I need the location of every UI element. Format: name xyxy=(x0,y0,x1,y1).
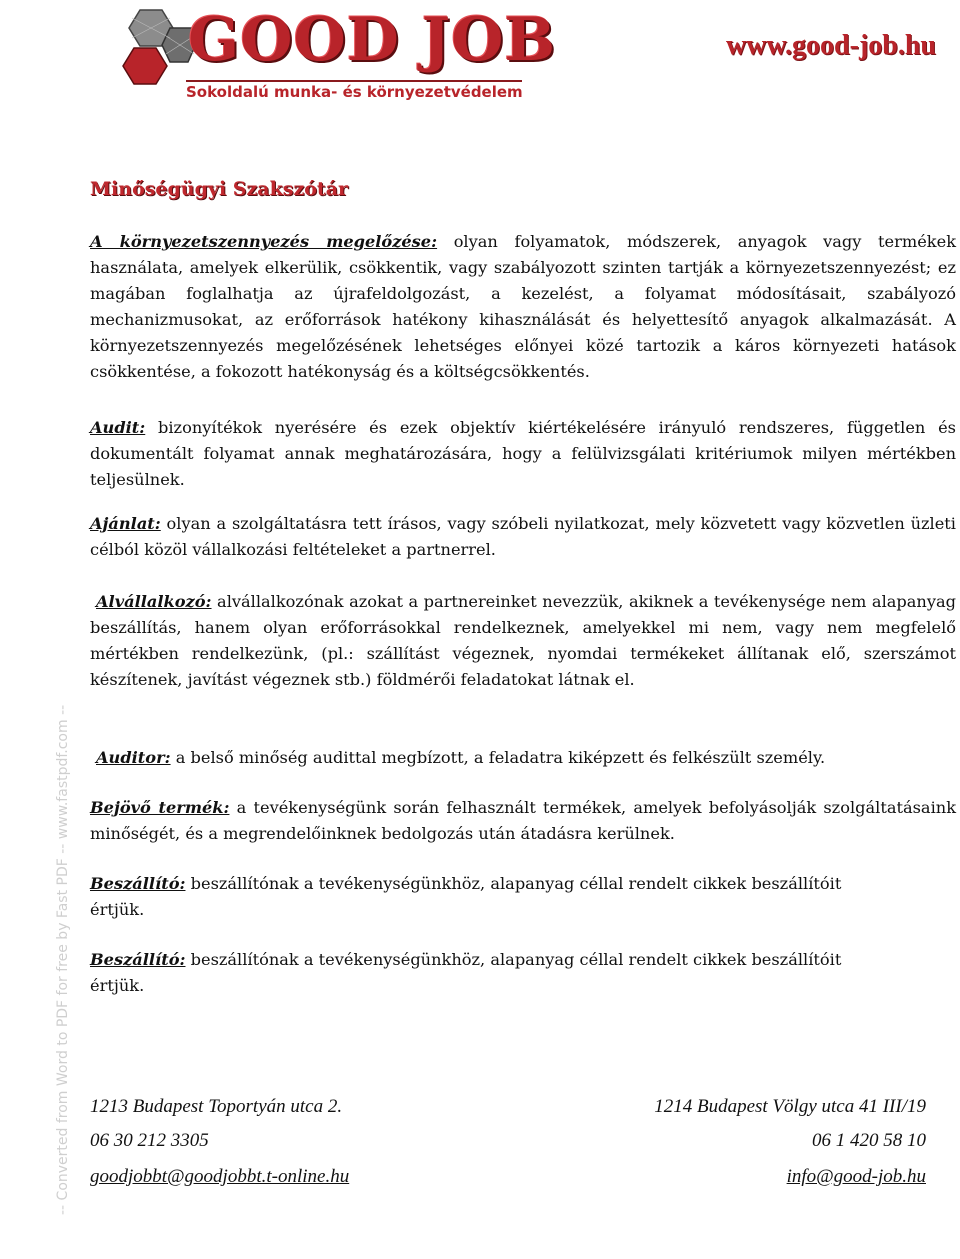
glossary-entry xyxy=(90,229,956,385)
glossary-term: Beszállító: xyxy=(90,874,186,893)
glossary-term: Ajánlat: xyxy=(90,514,161,533)
glossary-term: Auditor: xyxy=(96,748,171,767)
glossary-definition: beszállítónak a tevékenységünkhöz, alapanyag céllal rendelt cikkek beszállítóit értjük. xyxy=(90,874,842,919)
side-watermark: -- Converted from Word to PDF for free by Fast PDF -- www.fastpdf.com -- xyxy=(55,704,71,1215)
glossary-entry xyxy=(90,589,956,693)
glossary-entry xyxy=(90,947,880,999)
glossary-entry xyxy=(90,745,956,771)
glossary-entry xyxy=(90,511,956,563)
glossary-definition: olyan a szolgáltatásra tett írásos, vagy szóbeli nyilatkozat, mely közvetett vagy közvetlen üzleti célból közöl vállalkozási feltételeket a partnerrel. xyxy=(90,514,956,559)
glossary-definition: alvállalkozónak azokat a partnereinket nevezzük, akiknek a tevékenysége nem alapanyag beszállítás, hanem olyan erőforrásokkal rendelkeznek, amelyekkel mi nem, vagy nem megfelelő mértékben rendelkezünk, (pl.: szállítást végeznek, nyomdai termékeket állítanak elő, szerszámot készítenek, javítást végeznek stb.) földmérői feladatokat látnak el. xyxy=(90,592,956,689)
logo-subtitle: Sokoldalú munka- és környezetvédelem xyxy=(186,80,522,104)
glossary-definition: a tevékenységünk során felhasznált termékek, amelyek befolyásolják szolgáltatásaink minőségét, és a megrendelőinknek bedolgozás után átadásra kerülnek. xyxy=(90,798,956,843)
glossary-term: Beszállító: xyxy=(90,950,186,969)
footer-phone-right: 06 1 420 58 10 xyxy=(812,1130,926,1151)
glossary-definition: a belső minőség audittal megbízott, a feladatra kiképzett és felkészült személy. xyxy=(170,748,826,767)
glossary-term: Bejövő termék: xyxy=(90,798,230,817)
company-logo xyxy=(118,5,557,102)
glossary-entry xyxy=(90,795,956,847)
footer-address-right: 1214 Budapest Völgy utca 41 III/19 xyxy=(654,1096,926,1117)
website-link[interactable]: www.good-job.hu xyxy=(725,30,936,61)
hexagon-emblem-icon xyxy=(118,8,196,88)
glossary-entry xyxy=(90,415,956,493)
glossary-definition: bizonyítékok nyerésére és ezek objektív kiértékelésére irányuló rendszeres, független és dokumentált folyamat annak meghatározására, hogy a felülvizsgálati kritériumok milyen mértékben teljesülnek. xyxy=(90,418,956,489)
footer-phone-left: 06 30 212 3305 xyxy=(90,1130,209,1151)
glossary-entry xyxy=(90,871,880,923)
glossary-definition: beszállítónak a tevékenységünkhöz, alapanyag céllal rendelt cikkek beszállítóit értjük. xyxy=(90,950,842,995)
logo-title: GOOD JOB xyxy=(188,5,557,75)
footer-address-left: 1213 Budapest Toportyán utca 2. xyxy=(90,1096,343,1117)
footer-email-left-link[interactable]: goodjobbt@goodjobbt.t-online.hu xyxy=(90,1166,350,1187)
page-title: Minőségügyi Szakszótár xyxy=(90,178,349,200)
footer-email-right-link[interactable]: info@good-job.hu xyxy=(786,1166,926,1187)
glossary-term: Audit: xyxy=(90,418,146,437)
glossary-definition: olyan folyamatok, módszerek, anyagok vagy termékek használata, amelyek elkerülik, csökkentik, vagy szabályozott szinten tartják a környezetszennyezést; ez magában foglalhatja az újrafeldolgozást, a kezelést, a folyamat módosításait, szabályozó mechanizmusokat, az erőforrások hatékony kihasználását és helyettesítő anyagok alkalmazását. A környezetszennyezés megelőzésének lehetséges előnyei közé tartozik a káros környezeti hatások csökkentése, a fokozott hatékonyság és a költségcsökkentés. xyxy=(90,232,956,381)
glossary-term: A környezetszennyezés megelőzése: xyxy=(90,232,438,251)
glossary-term: Alvállalkozó: xyxy=(96,592,212,611)
